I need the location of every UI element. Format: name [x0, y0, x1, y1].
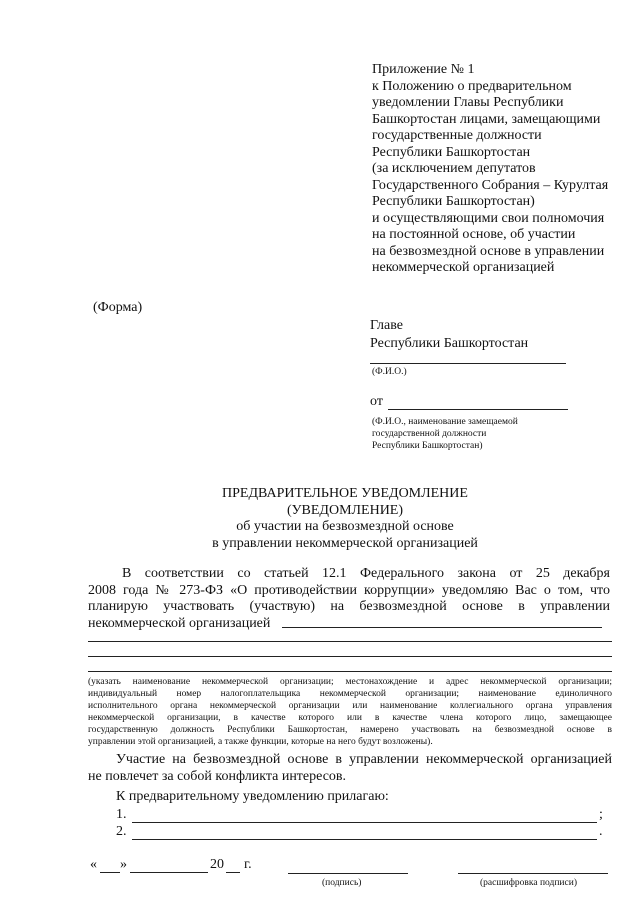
title-line2: (УВЕДОМЛЕНИЕ) [286, 502, 404, 518]
attach-item-2-line[interactable] [132, 839, 597, 840]
form-label: (Форма) [93, 300, 143, 315]
body-paragraph-1 [88, 566, 610, 632]
appendix-line: Республики Башкортостан [372, 144, 531, 160]
date-year-suffix: г. [244, 857, 252, 872]
p1-line: В соответствии со статьей 12.1 Федерального закона от 25 декабря [122, 566, 610, 581]
p2-line2: не повлечет за собой конфликта интересов. [88, 768, 347, 784]
from-label: от [370, 394, 383, 409]
attach-item-2-end: . [599, 824, 603, 839]
attach-item-1-number: 1. [116, 807, 127, 822]
body-paragraph-2 [88, 752, 612, 785]
org-name-line-2[interactable] [88, 641, 612, 642]
note-line: (указать наименование некоммерческой организации; местонахождение и адрес некоммерческой организации; [88, 677, 612, 687]
p1-line: планирую участвовать (участвую) на безвозмездной основе в управлении [88, 599, 610, 614]
org-name-line-3[interactable] [88, 656, 612, 657]
appendix-line: Государственного Собрания – Курултая [372, 177, 609, 193]
date-open-quote: « [90, 857, 97, 872]
p1-last-line: некоммерческой организацией [88, 615, 271, 631]
signature-caption: (подпись) [322, 878, 362, 888]
appendix-block [372, 62, 608, 277]
explanatory-note [88, 676, 612, 748]
appendix-line: на постоянной основе, об участии [372, 227, 576, 242]
appendix-line: уведомлении Главы Республики [372, 95, 564, 110]
note-line: исполнительного органа некоммерческой организации или наименование коллегиального органа управления [88, 701, 612, 711]
appendix-line: на безвозмездной основе в управлении [372, 243, 605, 259]
from-caption-line: государственной должности [372, 429, 487, 439]
attach-label: К предварительному уведомлению прилагаю: [116, 789, 389, 804]
decode-line[interactable] [458, 873, 608, 874]
document-title [120, 486, 570, 552]
fio-caption: (Ф.И.О.) [372, 367, 407, 377]
appendix-line: к Положению о предварительном [372, 78, 572, 94]
appendix-line: (за исключением депутатов [372, 161, 536, 176]
title-line3: об участии на безвозмездной основе [236, 519, 454, 534]
note-line: некоммерческой организации, в качестве которого или в качестве члена которого лицо, замещающее [88, 713, 612, 723]
appendix-line: Башкортостан лицами, замещающими [372, 111, 601, 127]
title-line1: ПРЕДВАРИТЕЛЬНОЕ УВЕДОМЛЕНИЕ [222, 486, 468, 501]
appendix-line: Республики Башкортостан) [372, 194, 535, 209]
note-line: государственную должность Республики Башкортостан, намерено участвовать на безвозмездной основе в [88, 725, 612, 735]
appendix-line: государственные должности [372, 128, 542, 143]
date-year-line[interactable] [226, 872, 240, 873]
attach-item-1-line[interactable] [132, 822, 597, 823]
date-close-quote: » [120, 857, 127, 872]
attach-item-2-number: 2. [116, 824, 127, 839]
title-line4: в управлении некоммерческой организацией [212, 535, 478, 551]
addressee-line1: Главе [370, 318, 403, 333]
date-month-line[interactable] [130, 872, 208, 873]
from-caption-line: Республики Башкортостан) [372, 441, 483, 451]
note-line: управлении этой организацией, а также функции, которые на него будут возложены). [88, 737, 433, 747]
from-line[interactable] [388, 409, 568, 410]
attach-item-1-end: ; [599, 807, 603, 822]
signature-line[interactable] [288, 873, 408, 874]
from-caption-line: (Ф.И.О., наименование замещаемой [372, 417, 518, 427]
org-name-line-4[interactable] [88, 671, 612, 672]
appendix-line: Приложение № 1 [372, 62, 475, 77]
p1-line: 2008 года № 273-ФЗ «О противодействии коррупции» уведомляю Вас о том, что [88, 582, 610, 598]
appendix-line: и осуществляющими свои полномочия [372, 210, 605, 226]
decode-caption: (расшифровка подписи) [480, 878, 577, 888]
addressee-line2: Республики Башкортостан [370, 336, 529, 351]
p2-line1: Участие на безвозмездной основе в управлении некоммерческой организацией [116, 752, 612, 767]
org-name-line[interactable] [282, 627, 602, 628]
appendix-line: некоммерческой организацией [372, 260, 555, 275]
note-line: индивидуальный номер налогоплательщика некоммерческой организации; наименование единоличного [88, 689, 612, 699]
from-caption [372, 416, 518, 452]
fio-line[interactable] [370, 363, 566, 364]
date-day-line[interactable] [100, 872, 120, 873]
date-year-prefix: 20 [210, 857, 224, 872]
